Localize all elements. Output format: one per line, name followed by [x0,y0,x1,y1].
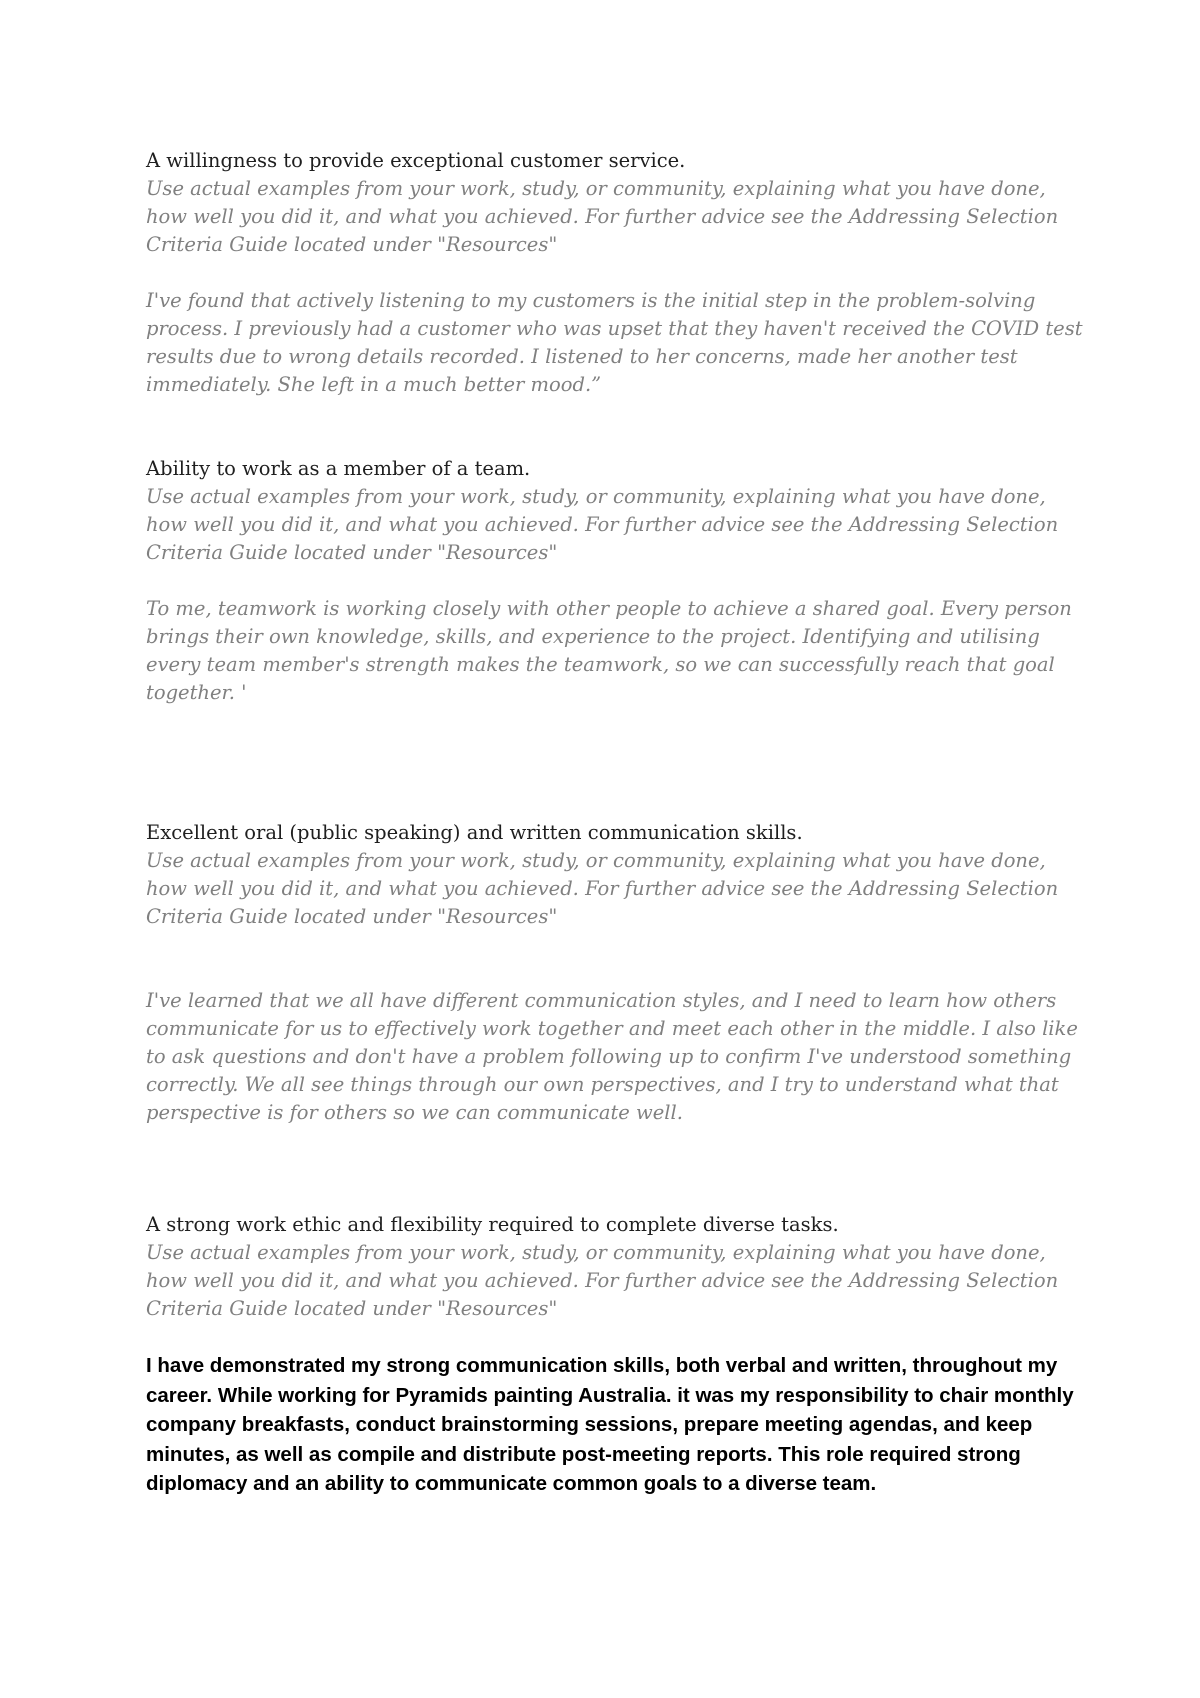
criterion-guide-3 [146,847,1086,931]
criterion-title: A strong work ethic and flexibility required to complete diverse tasks. [146,1213,839,1236]
criterion-title: Excellent oral (public speaking) and written communication skills. [146,821,803,844]
guide-text: Use actual examples from your work, study, or community, explaining what you have done, how well you did it, and what you achieved. For further advice see the Addressing Selection Criteria Guide located under "Resources" [146,849,1059,928]
criterion-answer-1 [146,287,1086,399]
answer-text-bold: I have demonstrated my strong communication skills, both verbal and written, throughout my career. While working for Pyramids painting Australia. it was my responsibility to chair monthly company breakfasts, conduct brainstorming sessions, prepare meeting agendas, and keep minutes, as well as compile and distribute post-meeting reports. This role required strong diplomacy and an ability to communicate common goals to a diverse team. [146,1354,1074,1495]
answer-text: I've found that actively listening to my customers is the initial step in the problem-solving process. I previously had a customer who was upset that they haven't received the COVID test results due to wrong details recorded. I listened to her concerns, made her another test immediately. She left in a much better mood.” [146,289,1083,396]
criterion-heading-3 [146,819,1086,847]
guide-text: Use actual examples from your work, study, or community, explaining what you have done, how well you did it, and what you achieved. For further advice see the Addressing Selection Criteria Guide located under "Resources" [146,485,1059,564]
criterion-heading-2 [146,455,1086,483]
answer-text: To me, teamwork is working closely with other people to achieve a shared goal. Every person brings their own knowledge, skills, and experience to the project. Identifying and utilising every team member's strength makes the teamwork, so we can successfully reach that goal together. ' [146,597,1072,704]
guide-text: Use actual examples from your work, study, or community, explaining what you have done, how well you did it, and what you achieved. For further advice see the Addressing Selection Criteria Guide located under "Resources" [146,1241,1059,1320]
criterion-heading-4 [146,1211,1086,1239]
criterion-answer-3 [146,987,1086,1127]
criterion-guide-4 [146,1239,1086,1323]
criterion-guide-2 [146,483,1086,567]
guide-text: Use actual examples from your work, study, or community, explaining what you have done, how well you did it, and what you achieved. For further advice see the Addressing Selection Criteria Guide located under "Resources" [146,177,1059,256]
criterion-guide-1 [146,175,1086,259]
criterion-title: Ability to work as a member of a team. [146,457,531,480]
criterion-title: A willingness to provide exceptional customer service. [146,149,686,172]
answer-text: I've learned that we all have different communication styles, and I need to learn how others communicate for us to effectively work together and meet each other in the middle. I also like to ask questions and don't have a problem following up to confirm I've understood something correctly. We all see things through our own perspectives, and I try to understand what that perspective is for others so we can communicate well. [146,989,1078,1124]
criterion-answer-4 [146,1351,1086,1499]
criterion-heading-1 [146,147,1086,175]
criterion-answer-2 [146,595,1086,707]
